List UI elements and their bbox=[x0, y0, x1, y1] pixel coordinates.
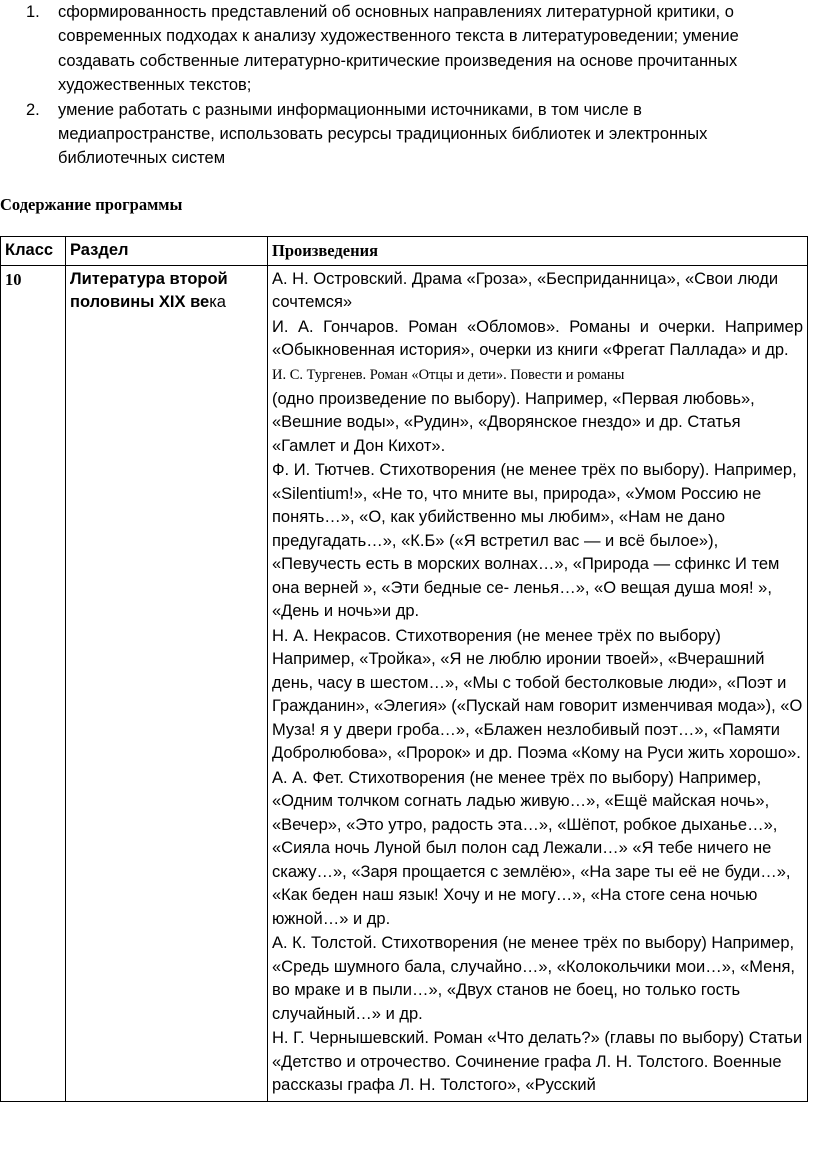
work-entry: И. А. Гончаров. Роман «Обломов». Романы и очерки. Например «Обыкновенная история», очерки из книги «Фрегат Паллада» и др. bbox=[272, 317, 803, 359]
work-entry: И. С. Тургенев. Роман «Отцы и дети». Повести и романы bbox=[272, 366, 625, 383]
work-entry: (одно произведение по выбору). Например, «Первая любовь», «Вешние воды», «Рудин», «Дворянское гнездо» и др. Статья «Гамлет и Дон Кихот». bbox=[272, 389, 755, 455]
outcome-text: умение работать с разными информационными источниками, в том числе в медиапространстве, использовать ресурсы традиционных библиотек и электронных библиотечных систем bbox=[58, 100, 708, 168]
header-grade: Класс bbox=[1, 237, 66, 266]
section-name-tail: ка bbox=[209, 293, 226, 311]
section-name: Литература второй половины XIX ве bbox=[70, 269, 228, 311]
header-works: Произведения bbox=[268, 237, 808, 266]
cell-section bbox=[66, 265, 268, 1101]
outcome-item bbox=[22, 0, 792, 98]
header-section: Раздел bbox=[66, 237, 268, 266]
outcome-number: 2. bbox=[26, 100, 40, 119]
table-row bbox=[1, 265, 808, 1101]
outcome-text: сформированность представлений об основных направлениях литературной критики, о современных подходах к анализу художественного текста в литературоведении; умение создавать собственные литературно-критические произведения на основе прочитанных художественных текстов; bbox=[58, 3, 739, 95]
work-entry: А. Н. Островский. Драма «Гроза», «Бесприданница», «Свои люди сочтемся» bbox=[272, 269, 779, 311]
outcomes-list bbox=[22, 0, 792, 171]
cell-works bbox=[268, 265, 808, 1101]
work-entry: А. А. Фет. Стихотворения (не менее трёх по выбору) Например, «Одним толчком согнать ладью живую…», «Ещё майская ночь», «Вечер», «Это утро, радость эта…», «Шёпот, робкое дыханье…», «Сияла ночь Луной был полон сад Лежали…» «Я тебе ничего не скажу…», «Заря прощается с землёю», «На заре ты её не буди…», «Как беден наш язык! Хочу и не могу…», «На стоге сена ночью южной…» и др. bbox=[272, 768, 791, 928]
work-entry: Ф. И. Тютчев. Стихотворения (не менее трёх по выбору). Например, «Silentium!», «Не то, что мните вы, природа», «Умом Россию не понять…», «О, как убийственно мы любим», «Нам не дано предугадать…», «К.Б» («Я встретил вас — и всё былое»), «Певучесть есть в морских волнах…», «Природа — сфинкс И тем она верней », «Эти бедные се- ленья…», «О вещая душа моя! », «День и ночь»и др. bbox=[272, 461, 797, 620]
work-entry: Н. Г. Чернышевский. Роман «Что делать?» (главы по выбору) Статьи «Детство и отрочество. Сочинение графа Л. Н. Толстого. Военные рассказы графа Л. Н. Толстого», «Русский bbox=[272, 1029, 803, 1094]
outcome-item bbox=[22, 98, 792, 171]
table-header-row bbox=[1, 237, 808, 266]
section-title: Содержание программы bbox=[0, 195, 183, 214]
outcome-number: 1. bbox=[26, 3, 40, 21]
work-entry: А. К. Толстой. Стихотворения (не менее трёх по выбору) Например, «Средь шумного бала, случайно…», «Колокольчики мои…», «Меня, во мраке и в пыли…», «Двух станов не боец, но только гость случайный…» и др. bbox=[272, 934, 795, 1023]
work-entry: Н. А. Некрасов. Стихотворения (не менее трёх по выбору) Например, «Тройка», «Я не люблю иронии твоей», «Вчерашний день, часу в шестом…», «Мы с тобой бестолковые люди», «Поэт и Гражданин», «Элегия» («Пускай нам говорит изменчивая мода»), «О Муза! я у двери гроба…», «Блажен незлобивый поэт…», «Памяти Добролюбова», «Пророк» и др. Поэма «Кому на Руси жить хорошо». bbox=[272, 626, 803, 762]
cell-grade: 10 bbox=[1, 265, 66, 1101]
program-table bbox=[0, 236, 808, 1102]
